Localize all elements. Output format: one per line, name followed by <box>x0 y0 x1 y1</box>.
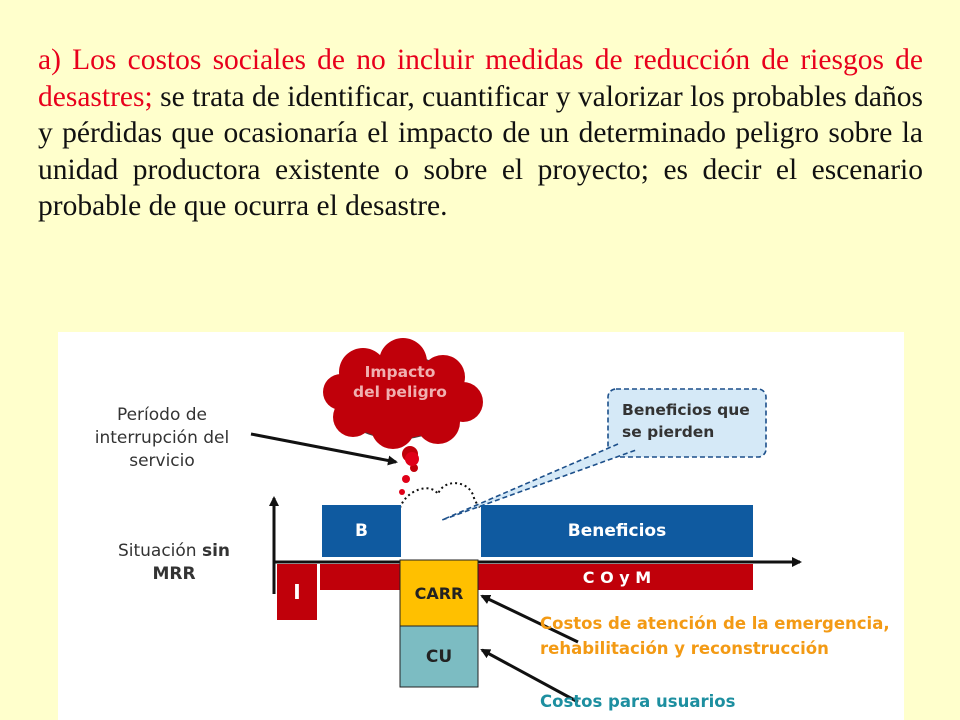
lost-benefits-line2: se pierden <box>622 422 715 441</box>
period-line2: interrupción del <box>94 428 230 449</box>
paragraph-highlight: a) Los costos sociales de no incluir medidas de reducción de riesgos de desastres; <box>38 44 923 113</box>
lost-benefits-line1: Beneficios que <box>622 401 750 419</box>
interruption-dotted-line <box>400 483 486 510</box>
situation-normal: Situación <box>117 541 197 561</box>
impact-drop-small <box>402 475 410 483</box>
situation-bold: sin <box>201 541 231 561</box>
impact-drop-tiny <box>399 489 405 495</box>
beneficios-label: Beneficios <box>567 521 667 541</box>
situation-line2: MRR <box>152 564 196 585</box>
impact-label <box>350 362 450 403</box>
i-label: I <box>293 580 301 604</box>
period-line1: Período de <box>116 405 208 425</box>
impact-drop-large <box>405 452 419 466</box>
user-costs-label: Costos para usuarios <box>540 692 736 711</box>
period-line3: servicio <box>129 451 195 472</box>
b-label: B <box>355 521 368 541</box>
cu-label: CU <box>425 646 453 667</box>
situation-label <box>104 540 244 587</box>
diagram-panel <box>58 332 904 720</box>
emergency-costs-label <box>540 612 890 662</box>
lost-benefits-label <box>622 400 750 443</box>
intro-paragraph <box>38 42 923 225</box>
interruption-period-label <box>82 404 242 473</box>
carr-label: CARR <box>414 583 464 603</box>
emergency-line1: Costos de atención de la emergencia, <box>540 614 890 633</box>
paragraph-body: se trata de identificar, cuantificar y valorizar los probables daños y pérdidas que ocasionaría el impacto de un determinado peligro sobre la unidad productora existente o sobre el proyecto; es decir el escenario probable de que ocurra el desastre. <box>38 80 923 223</box>
coym-label: C O y M <box>582 567 652 587</box>
emergency-line2: rehabilitación y reconstrucción <box>540 638 829 658</box>
impact-label-line1: Impacto <box>364 363 436 381</box>
impact-label-line2: del peligro <box>353 383 447 402</box>
